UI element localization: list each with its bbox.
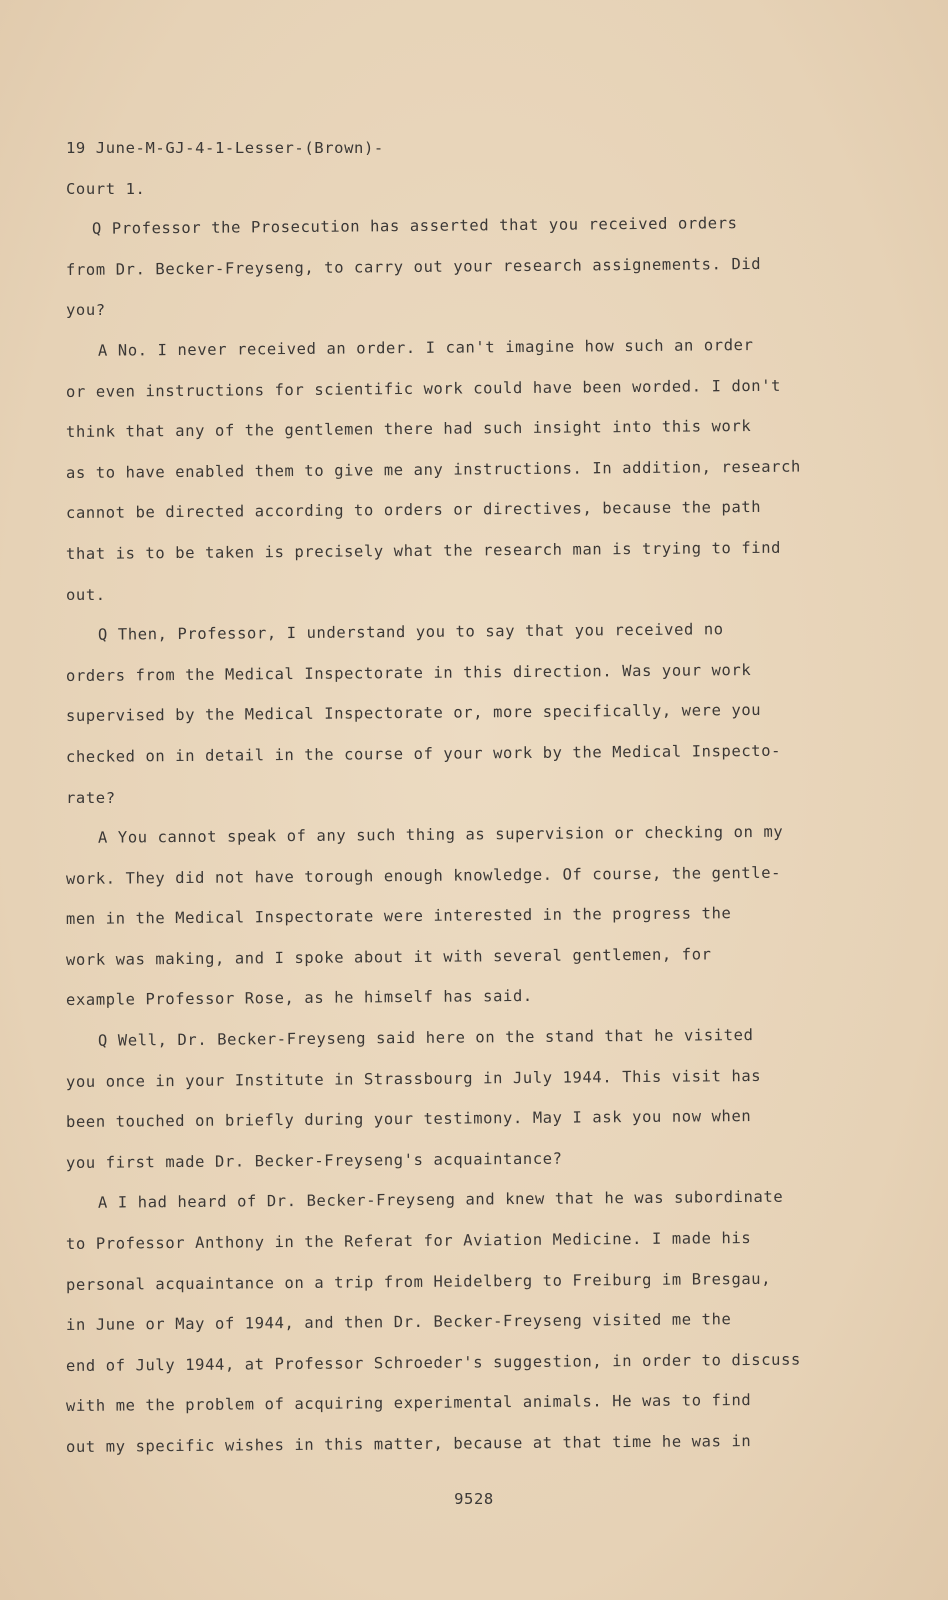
text-line: A No. I never received an order. I can't imagine how such an order bbox=[97, 335, 754, 360]
text-line: you first made Dr. Becker-Freyseng's acquaintance? bbox=[65, 1149, 563, 1172]
text-line: from Dr. Becker-Freyseng, to carry out your research assignements. Did bbox=[65, 254, 762, 279]
text-line: cannot be directed according to orders or directives, because the path bbox=[65, 498, 762, 523]
text-line: Q Then, Professor, I understand you to say that you received no bbox=[97, 620, 724, 644]
text-line: Q Well, Dr. Becker-Freyseng said here on the stand that he visited bbox=[97, 1026, 754, 1050]
text-line: you once in your Institute in Strassbourg in July 1944. This visit has bbox=[65, 1066, 762, 1091]
text-line: Q Professor the Prosecution has asserted that you received orders bbox=[91, 214, 738, 238]
text-line: as to have enabled them to give me any instructions. In addition, research bbox=[65, 457, 802, 482]
text-line: been touched on briefly during your testimony. May I ask you now when bbox=[65, 1107, 752, 1132]
text-line: example Professor Rose, as he himself has said. bbox=[65, 987, 533, 1010]
text-line: out. bbox=[66, 585, 106, 604]
transcript-text bbox=[66, 138, 856, 1478]
text-line: end of July 1944, at Professor Schroeder's suggestion, in order to discuss bbox=[65, 1350, 802, 1375]
text-line: you? bbox=[66, 301, 106, 320]
text-line: personal acquaintance on a trip from Heidelberg to Freiburg im Bresgau, bbox=[65, 1269, 772, 1294]
text-line: A You cannot speak of any such thing as supervision or checking on my bbox=[97, 822, 784, 847]
text-line: men in the Medical Inspectorate were interested in the progress the bbox=[65, 904, 732, 929]
text-line: work was making, and I spoke about it with several gentlemen, for bbox=[65, 945, 712, 969]
text-line: in June or May of 1944, and then Dr. Becker-Freyseng visited me the bbox=[65, 1310, 732, 1335]
text-line: think that any of the gentlemen there had such insight into this work bbox=[65, 417, 752, 442]
text-line: checked on in detail in the course of your work by the Medical Inspecto- bbox=[65, 741, 782, 766]
text-line: that is to be taken is precisely what the research man is trying to find bbox=[65, 538, 782, 563]
text-line: with me the problem of acquiring experimental animals. He was to find bbox=[65, 1391, 752, 1416]
text-line: to Professor Anthony in the Referat for Aviation Medicine. I made his bbox=[65, 1229, 752, 1254]
text-line: supervised by the Medical Inspectorate or, more specifically, were you bbox=[65, 701, 762, 726]
header-line: 19 June-M-GJ-4-1-Lesser-(Brown)- bbox=[66, 139, 384, 157]
text-line: or even instructions for scientific work could have been worded. I don't bbox=[65, 376, 782, 401]
text-line: A I had heard of Dr. Becker-Freyseng and knew that he was subordinate bbox=[97, 1188, 784, 1213]
court-line: Court 1. bbox=[66, 179, 146, 198]
page-number: 9528 bbox=[454, 1490, 494, 1508]
text-line: out my specific wishes in this matter, because at that time he was in bbox=[65, 1432, 752, 1456]
text-line: orders from the Medical Inspectorate in this direction. Was your work bbox=[65, 660, 752, 685]
text-line: work. They did not have torough enough knowledge. Of course, the gentle- bbox=[65, 863, 782, 888]
text-line: rate? bbox=[66, 788, 116, 807]
